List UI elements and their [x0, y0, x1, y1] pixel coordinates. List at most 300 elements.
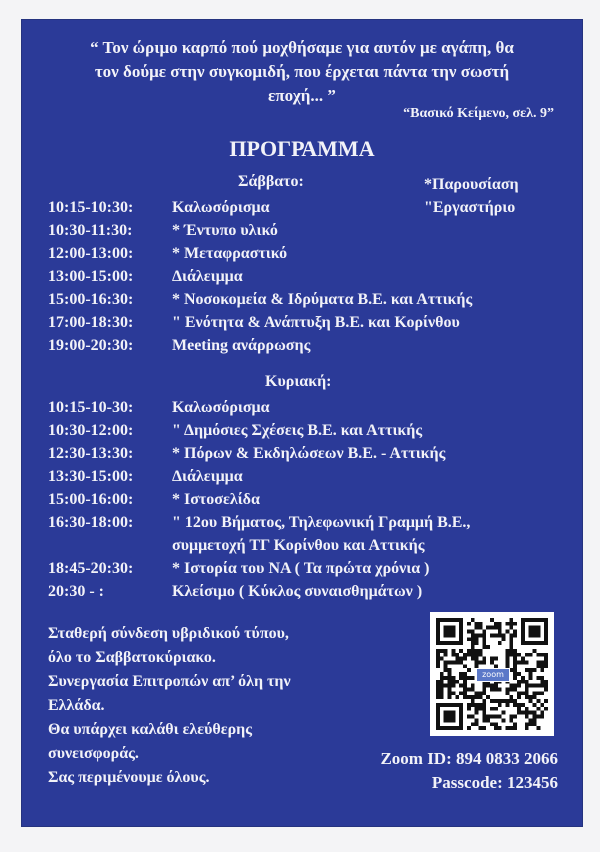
qr-module — [436, 684, 440, 688]
qr-module — [521, 711, 525, 715]
schedule-row — [48, 196, 472, 219]
qr-module — [482, 637, 486, 641]
schedule-description: * Ιστοσελίδα — [172, 491, 260, 508]
qr-module — [513, 660, 517, 664]
qr-module — [455, 653, 459, 657]
qr-module — [498, 633, 502, 637]
qr-module — [451, 680, 455, 684]
qr-module — [544, 688, 548, 692]
qr-module — [444, 626, 456, 638]
schedule-row — [48, 442, 470, 465]
qr-module — [448, 684, 452, 688]
qr-module — [482, 657, 486, 661]
qr-module — [506, 660, 510, 664]
qr-module — [529, 695, 533, 699]
qr-module — [513, 664, 517, 668]
qr-module — [436, 660, 440, 664]
quote-line: τον δούμε στην συγκομιδή, που έρχεται πάντα την σωστή — [94, 62, 510, 81]
qr-module — [494, 699, 498, 703]
qr-module — [471, 715, 475, 719]
qr-module — [540, 664, 544, 668]
qr-module — [478, 653, 482, 657]
qr-module — [482, 707, 486, 711]
qr-module — [494, 715, 498, 719]
qr-module — [536, 664, 540, 668]
qr-module — [475, 622, 479, 626]
qr-module — [498, 715, 502, 719]
qr-module — [529, 718, 533, 722]
qr-module — [529, 699, 533, 703]
sunday-schedule — [48, 396, 470, 603]
qr-module — [455, 695, 459, 699]
qr-module — [506, 726, 510, 730]
qr-module — [478, 695, 482, 699]
qr-module — [463, 657, 467, 661]
qr-module — [475, 626, 479, 630]
qr-module — [536, 660, 540, 664]
qr-module — [498, 699, 502, 703]
qr-module — [451, 660, 455, 664]
qr-module — [517, 695, 521, 699]
qr-module — [440, 649, 444, 653]
qr-module — [444, 676, 448, 680]
qr-module — [459, 676, 463, 680]
qr-module — [502, 633, 506, 637]
footer-line: Συνεργασία Επιτροπών απ’ όλη την — [48, 673, 291, 690]
qr-module — [478, 707, 482, 711]
qr-module — [525, 684, 529, 688]
qr-module — [475, 637, 479, 641]
qr-module — [525, 660, 529, 664]
qr-module — [506, 688, 510, 692]
legend-presentation: *Παρουσίαση — [424, 176, 519, 193]
qr-module — [533, 695, 537, 699]
qr-module — [506, 630, 510, 634]
saturday-heading: Σάββατο: — [238, 173, 304, 190]
qr-module — [529, 684, 533, 688]
qr-module — [463, 664, 467, 668]
qr-module — [455, 657, 459, 661]
qr-module — [540, 668, 544, 672]
qr-module — [533, 668, 537, 672]
zoom-details — [380, 747, 558, 795]
qr-module — [467, 622, 471, 626]
qr-module — [440, 684, 444, 688]
qr-module — [490, 626, 494, 630]
schedule-row — [48, 557, 470, 580]
qr-module — [521, 676, 525, 680]
qr-module — [529, 653, 533, 657]
qr-module — [525, 715, 529, 719]
qr-module — [475, 641, 479, 645]
qr-module — [513, 657, 517, 661]
qr-module — [509, 649, 513, 653]
quote-line: εποχή... ” — [268, 86, 336, 105]
qr-module — [482, 641, 486, 645]
schedule-row — [48, 511, 470, 534]
qr-module — [533, 684, 537, 688]
qr-module — [506, 653, 510, 657]
qr-module — [444, 684, 448, 688]
qr-module — [494, 622, 498, 626]
qr-module — [471, 641, 475, 645]
qr-module — [506, 622, 510, 626]
schedule-row — [48, 396, 470, 419]
qr-module — [490, 618, 494, 622]
qr-module — [471, 618, 475, 622]
footer-line: συνεισφοράς. — [48, 745, 139, 762]
qr-module — [436, 695, 440, 699]
schedule-time: 16:30-18:00: — [48, 514, 134, 531]
qr-module — [448, 680, 452, 684]
qr-module — [471, 637, 475, 641]
qr-module — [448, 672, 452, 676]
qr-module — [517, 703, 521, 707]
qr-module — [451, 684, 455, 688]
qr-module — [463, 680, 467, 684]
schedule-time: 12:30-13:30: — [48, 445, 134, 462]
qr-module — [436, 653, 440, 657]
qr-module — [467, 707, 471, 711]
qr-module — [509, 699, 513, 703]
qr-module — [540, 703, 544, 707]
qr-module — [490, 715, 494, 719]
qr-module — [478, 691, 482, 695]
qr-module — [517, 653, 521, 657]
qr-module — [540, 660, 544, 664]
qr-module — [494, 726, 498, 730]
qr-module — [509, 618, 513, 622]
qr-module — [490, 660, 494, 664]
qr-module — [544, 684, 548, 688]
qr-module — [471, 630, 475, 634]
qr-module — [463, 684, 467, 688]
schedule-row — [48, 488, 470, 511]
qr-module — [498, 703, 502, 707]
qr-module — [494, 657, 498, 661]
qr-module — [525, 653, 529, 657]
qr-module — [448, 668, 452, 672]
qr-module — [475, 660, 479, 664]
qr-module — [451, 649, 455, 653]
qr-module — [459, 691, 463, 695]
qr-module — [502, 718, 506, 722]
schedule-row — [48, 534, 470, 557]
qr-module — [506, 657, 510, 661]
qr-module — [544, 657, 548, 661]
qr-module — [475, 703, 479, 707]
qr-module — [478, 726, 482, 730]
qr-module — [509, 626, 513, 630]
qr-module — [544, 653, 548, 657]
schedule-row — [48, 311, 472, 334]
qr-module — [536, 707, 540, 711]
qr-module — [448, 676, 452, 680]
qr-module — [459, 649, 463, 653]
qr-module — [448, 688, 452, 692]
qr-module — [536, 715, 540, 719]
qr-module — [533, 703, 537, 707]
qr-module — [525, 668, 529, 672]
qr-module — [467, 649, 471, 653]
qr-module — [475, 718, 479, 722]
qr-module — [498, 688, 502, 692]
qr-module — [509, 653, 513, 657]
qr-module — [482, 703, 486, 707]
qr-module — [482, 699, 486, 703]
qr-module — [467, 715, 471, 719]
zoom-qr-code — [430, 612, 554, 736]
qr-module — [513, 649, 517, 653]
page-title: ΠΡΟΓΡΑΜΜΑ — [229, 136, 375, 161]
qr-module — [544, 660, 548, 664]
qr-module — [444, 664, 448, 668]
qr-module — [513, 676, 517, 680]
qr-module — [540, 711, 544, 715]
qr-module — [478, 660, 482, 664]
qr-module — [475, 707, 479, 711]
qr-module — [494, 688, 498, 692]
qr-module — [513, 722, 517, 726]
schedule-description: Διάλειμμα — [172, 468, 243, 485]
qr-module — [536, 691, 540, 695]
qr-module — [494, 626, 498, 630]
qr-module — [471, 633, 475, 637]
qr-module — [475, 649, 479, 653]
qr-module — [478, 633, 482, 637]
schedule-time: 10:30-12:00: — [48, 422, 134, 439]
qr-module — [436, 688, 440, 692]
qr-module — [459, 657, 463, 661]
qr-module — [529, 722, 533, 726]
qr-module — [498, 626, 502, 630]
schedule-row — [48, 242, 472, 265]
qr-module — [444, 668, 448, 672]
qr-module — [521, 680, 525, 684]
qr-module — [509, 633, 513, 637]
schedule-description: * Έντυπο υλικό — [172, 222, 278, 239]
qr-module — [521, 660, 525, 664]
qr-module — [509, 645, 513, 649]
qr-module — [451, 676, 455, 680]
flyer-panel — [22, 20, 582, 826]
qr-module — [509, 641, 513, 645]
schedule-description: συμμετοχή ΤΓ Κορίνθου και Αττικής — [172, 537, 425, 554]
qr-module — [436, 657, 440, 661]
qr-module — [525, 691, 529, 695]
schedule-description: * Ιστορία του ΝΑ ( Τα πρώτα χρόνια ) — [172, 560, 430, 577]
qr-module — [471, 688, 475, 692]
qr-module — [517, 684, 521, 688]
qr-module — [533, 649, 537, 653]
qr-module — [482, 660, 486, 664]
qr-module — [521, 691, 525, 695]
qr-module — [494, 633, 498, 637]
qr-module — [471, 645, 475, 649]
qr-module — [440, 688, 444, 692]
schedule-description: Καλωσόρισμα — [172, 199, 270, 216]
qr-module — [463, 688, 467, 692]
qr-module — [513, 633, 517, 637]
qr-module — [502, 711, 506, 715]
qr-module — [478, 703, 482, 707]
qr-module — [463, 695, 467, 699]
schedule-description: " Δημόσιες Σχέσεις Β.Ε. και Αττικής — [172, 422, 423, 439]
schedule-time: 13:30-15:00: — [48, 468, 134, 485]
qr-module — [475, 657, 479, 661]
qr-module — [467, 703, 471, 707]
qr-module — [529, 626, 541, 638]
qr-module — [467, 653, 471, 657]
qr-module — [440, 672, 444, 676]
qr-module — [471, 676, 475, 680]
footer-line: Ελλάδα. — [48, 697, 105, 714]
qr-module — [478, 622, 482, 626]
qr-module — [486, 718, 490, 722]
schedule-description: " 12ου Βήματος, Τηλεφωνική Γραμμή Β.Ε., — [172, 514, 471, 531]
qr-module — [490, 699, 494, 703]
qr-module — [448, 691, 452, 695]
schedule-time: 15:00-16:00: — [48, 491, 134, 508]
schedule-description: * Μεταφραστικό — [172, 245, 288, 262]
qr-module — [440, 691, 444, 695]
qr-module — [440, 676, 444, 680]
qr-module — [467, 637, 471, 641]
qr-module — [467, 630, 471, 634]
qr-module — [509, 715, 513, 719]
qr-module — [486, 684, 490, 688]
qr-module — [436, 691, 440, 695]
qr-module — [525, 707, 529, 711]
qr-module — [463, 691, 467, 695]
qr-module — [506, 699, 510, 703]
zoom-id: Zoom ID: 894 0833 2066 — [380, 749, 558, 768]
qr-module — [482, 633, 486, 637]
saturday-schedule — [48, 196, 472, 357]
qr-module — [517, 711, 521, 715]
qr-module — [467, 688, 471, 692]
qr-module — [490, 688, 494, 692]
qr-module — [513, 684, 517, 688]
qr-module — [436, 680, 440, 684]
schedule-time: 17:00-18:30: — [48, 314, 134, 331]
qr-module — [455, 660, 459, 664]
qr-module — [540, 715, 544, 719]
qr-module — [471, 649, 475, 653]
schedule-time: 12:00-13:00: — [48, 245, 134, 262]
qr-module — [467, 695, 471, 699]
schedule-description: * Νοσοκομεία & Ιδρύματα Β.Ε. και Αττικής — [172, 291, 473, 308]
qr-module — [467, 726, 471, 730]
qr-module — [498, 630, 502, 634]
qr-module — [544, 680, 548, 684]
qr-module — [509, 695, 513, 699]
zoom-passcode: Passcode: 123456 — [431, 773, 558, 792]
qr-module — [498, 726, 502, 730]
qr-module — [498, 622, 502, 626]
footer-line: Θα υπάρχει καλάθι ελεύθερης — [48, 721, 252, 738]
qr-module — [525, 688, 529, 692]
qr-module — [459, 660, 463, 664]
qr-module — [463, 676, 467, 680]
qr-module — [471, 695, 475, 699]
qr-module — [502, 637, 506, 641]
qr-module — [498, 641, 502, 645]
qr-module — [482, 715, 486, 719]
schedule-time: 19:00-20:30: — [48, 337, 134, 354]
qr-module — [490, 707, 494, 711]
qr-module — [509, 688, 513, 692]
qr-module — [463, 653, 467, 657]
qr-module — [471, 657, 475, 661]
qr-module — [509, 726, 513, 730]
qr-module — [513, 703, 517, 707]
qr-module — [509, 622, 513, 626]
qr-module — [540, 691, 544, 695]
footer-line: Σας περιμένουμε όλους. — [48, 769, 210, 786]
qr-module — [506, 691, 510, 695]
footer-line: όλο το Σαββατοκύριακο. — [48, 649, 216, 666]
qr-module — [502, 699, 506, 703]
qr-module — [436, 664, 440, 668]
qr-module — [486, 645, 490, 649]
qr-module — [482, 691, 486, 695]
qr-module — [444, 711, 456, 723]
qr-module — [525, 695, 529, 699]
qr-module — [440, 680, 444, 684]
qr-module — [506, 703, 510, 707]
sunday-heading: Κυριακή: — [265, 373, 332, 390]
qr-module — [494, 684, 498, 688]
qr-module — [521, 703, 525, 707]
schedule-description: Κλείσιμο ( Κύκλος συναισθημάτων ) — [172, 583, 423, 600]
qr-module — [467, 668, 471, 672]
qr-module — [482, 711, 486, 715]
qr-module — [525, 680, 529, 684]
qr-module — [440, 657, 444, 661]
qr-module — [482, 688, 486, 692]
qr-module — [509, 637, 513, 641]
qr-module — [478, 626, 482, 630]
qr-module — [513, 672, 517, 676]
schedule-time: 10:15-10:30: — [48, 199, 134, 216]
qr-module — [448, 695, 452, 699]
qr-module — [490, 722, 494, 726]
schedule-row — [48, 580, 470, 603]
qr-module — [444, 660, 448, 664]
legend-workshop: "Εργαστήριο — [424, 199, 516, 216]
schedule-time — [48, 534, 172, 557]
qr-module — [536, 653, 540, 657]
schedule-row — [48, 465, 470, 488]
qr-module — [517, 672, 521, 676]
qr-module — [517, 660, 521, 664]
quote — [52, 36, 552, 108]
qr-module — [529, 668, 533, 672]
qr-module — [482, 684, 486, 688]
qr-module — [440, 695, 444, 699]
qr-module — [540, 680, 544, 684]
qr-module — [540, 684, 544, 688]
qr-module — [482, 726, 486, 730]
qr-module — [513, 688, 517, 692]
qr-module — [475, 722, 479, 726]
schedule-row — [48, 219, 472, 242]
zoom-logo: zoom — [476, 668, 510, 682]
qr-module — [513, 699, 517, 703]
qr-module — [471, 684, 475, 688]
qr-module — [544, 664, 548, 668]
